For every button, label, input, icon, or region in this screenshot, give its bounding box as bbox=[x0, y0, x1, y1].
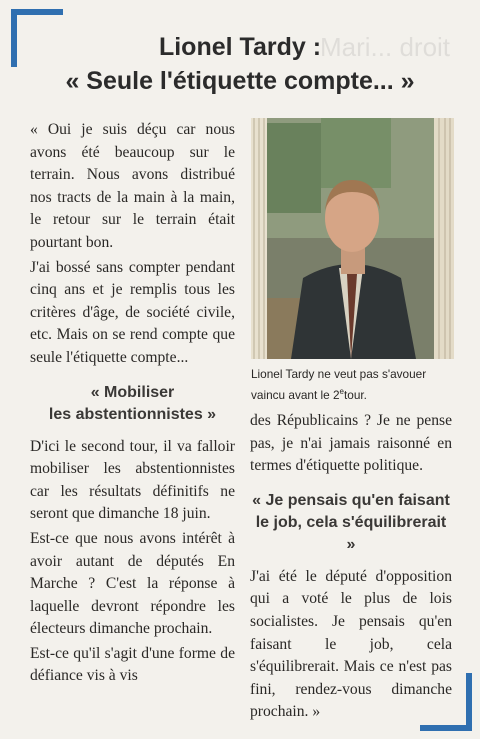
corner-bracket-top-left-horizontal bbox=[11, 9, 63, 15]
subheading-mobiliser bbox=[30, 382, 235, 426]
paragraph: D'ici le second tour, il va falloir mobiliser les abstentionnistes car les résultats définitifs ne seront que dimanche 18 juin. bbox=[30, 437, 235, 523]
subheading-line-2: le job, cela s'équilibrerait » bbox=[255, 513, 447, 553]
paragraph: des Républicains ? Je ne pense pas, je n'ai jamais raisonné en termes d'étiquette politique. bbox=[250, 412, 452, 475]
paragraph: Est-ce qu'il s'agit d'une forme de défiance vis à vis bbox=[30, 644, 235, 685]
paragraph: Est-ce que nous avons intérêt à avoir autant de députés En Marche ? C'est la réponse à laquelle devront répondre les électeurs dimanche prochain. bbox=[30, 529, 235, 638]
corner-bracket-top-left bbox=[11, 9, 17, 67]
photo-caption bbox=[251, 366, 456, 404]
portrait-photo bbox=[251, 118, 454, 359]
subheading-line-1: « Mobiliser bbox=[90, 383, 175, 401]
subheading-line-2: les abstentionnistes » bbox=[48, 405, 217, 423]
caption-superscript: e bbox=[339, 387, 344, 396]
article-headline bbox=[20, 30, 460, 98]
caption-end: tour. bbox=[344, 387, 367, 402]
subheading-line-1: « Je pensais qu'en faisant bbox=[252, 491, 450, 509]
paragraph: « Oui je suis déçu car nous avons été beaucoup sur le terrain. Nous avons distribué nos tracts de la main à la main, le retour sur le terrain était pourtant bon. bbox=[30, 121, 235, 251]
headline-line-1: Lionel Tardy : bbox=[158, 33, 322, 61]
corner-bracket-bottom-right bbox=[466, 673, 472, 731]
paragraph: J'ai bossé sans compter pendant cinq ans et je remplis tous les critères d'âge, de société civile, etc. Mais on se rend compte que seule l'étiquette compte... bbox=[30, 258, 235, 366]
portrait-illustration bbox=[251, 118, 454, 359]
right-column bbox=[250, 410, 452, 726]
caption-text: Lionel Tardy ne veut pas s'avouer vaincu avant le 2 bbox=[251, 367, 427, 402]
left-column bbox=[30, 119, 235, 690]
headline-line-2: « Seule l'étiquette compte... » bbox=[65, 67, 415, 95]
paragraph: J'ai été le député d'opposition qui a voté le plus de lois socialistes. Je pensais qu'en faisant le job, cela s'équilibrerait. Mais ce n'est pas fini, rendez-vous dimanche prochain. » bbox=[250, 567, 452, 721]
subheading-job bbox=[250, 490, 452, 556]
bleed-through-heading: Mari... droit bbox=[320, 32, 451, 62]
